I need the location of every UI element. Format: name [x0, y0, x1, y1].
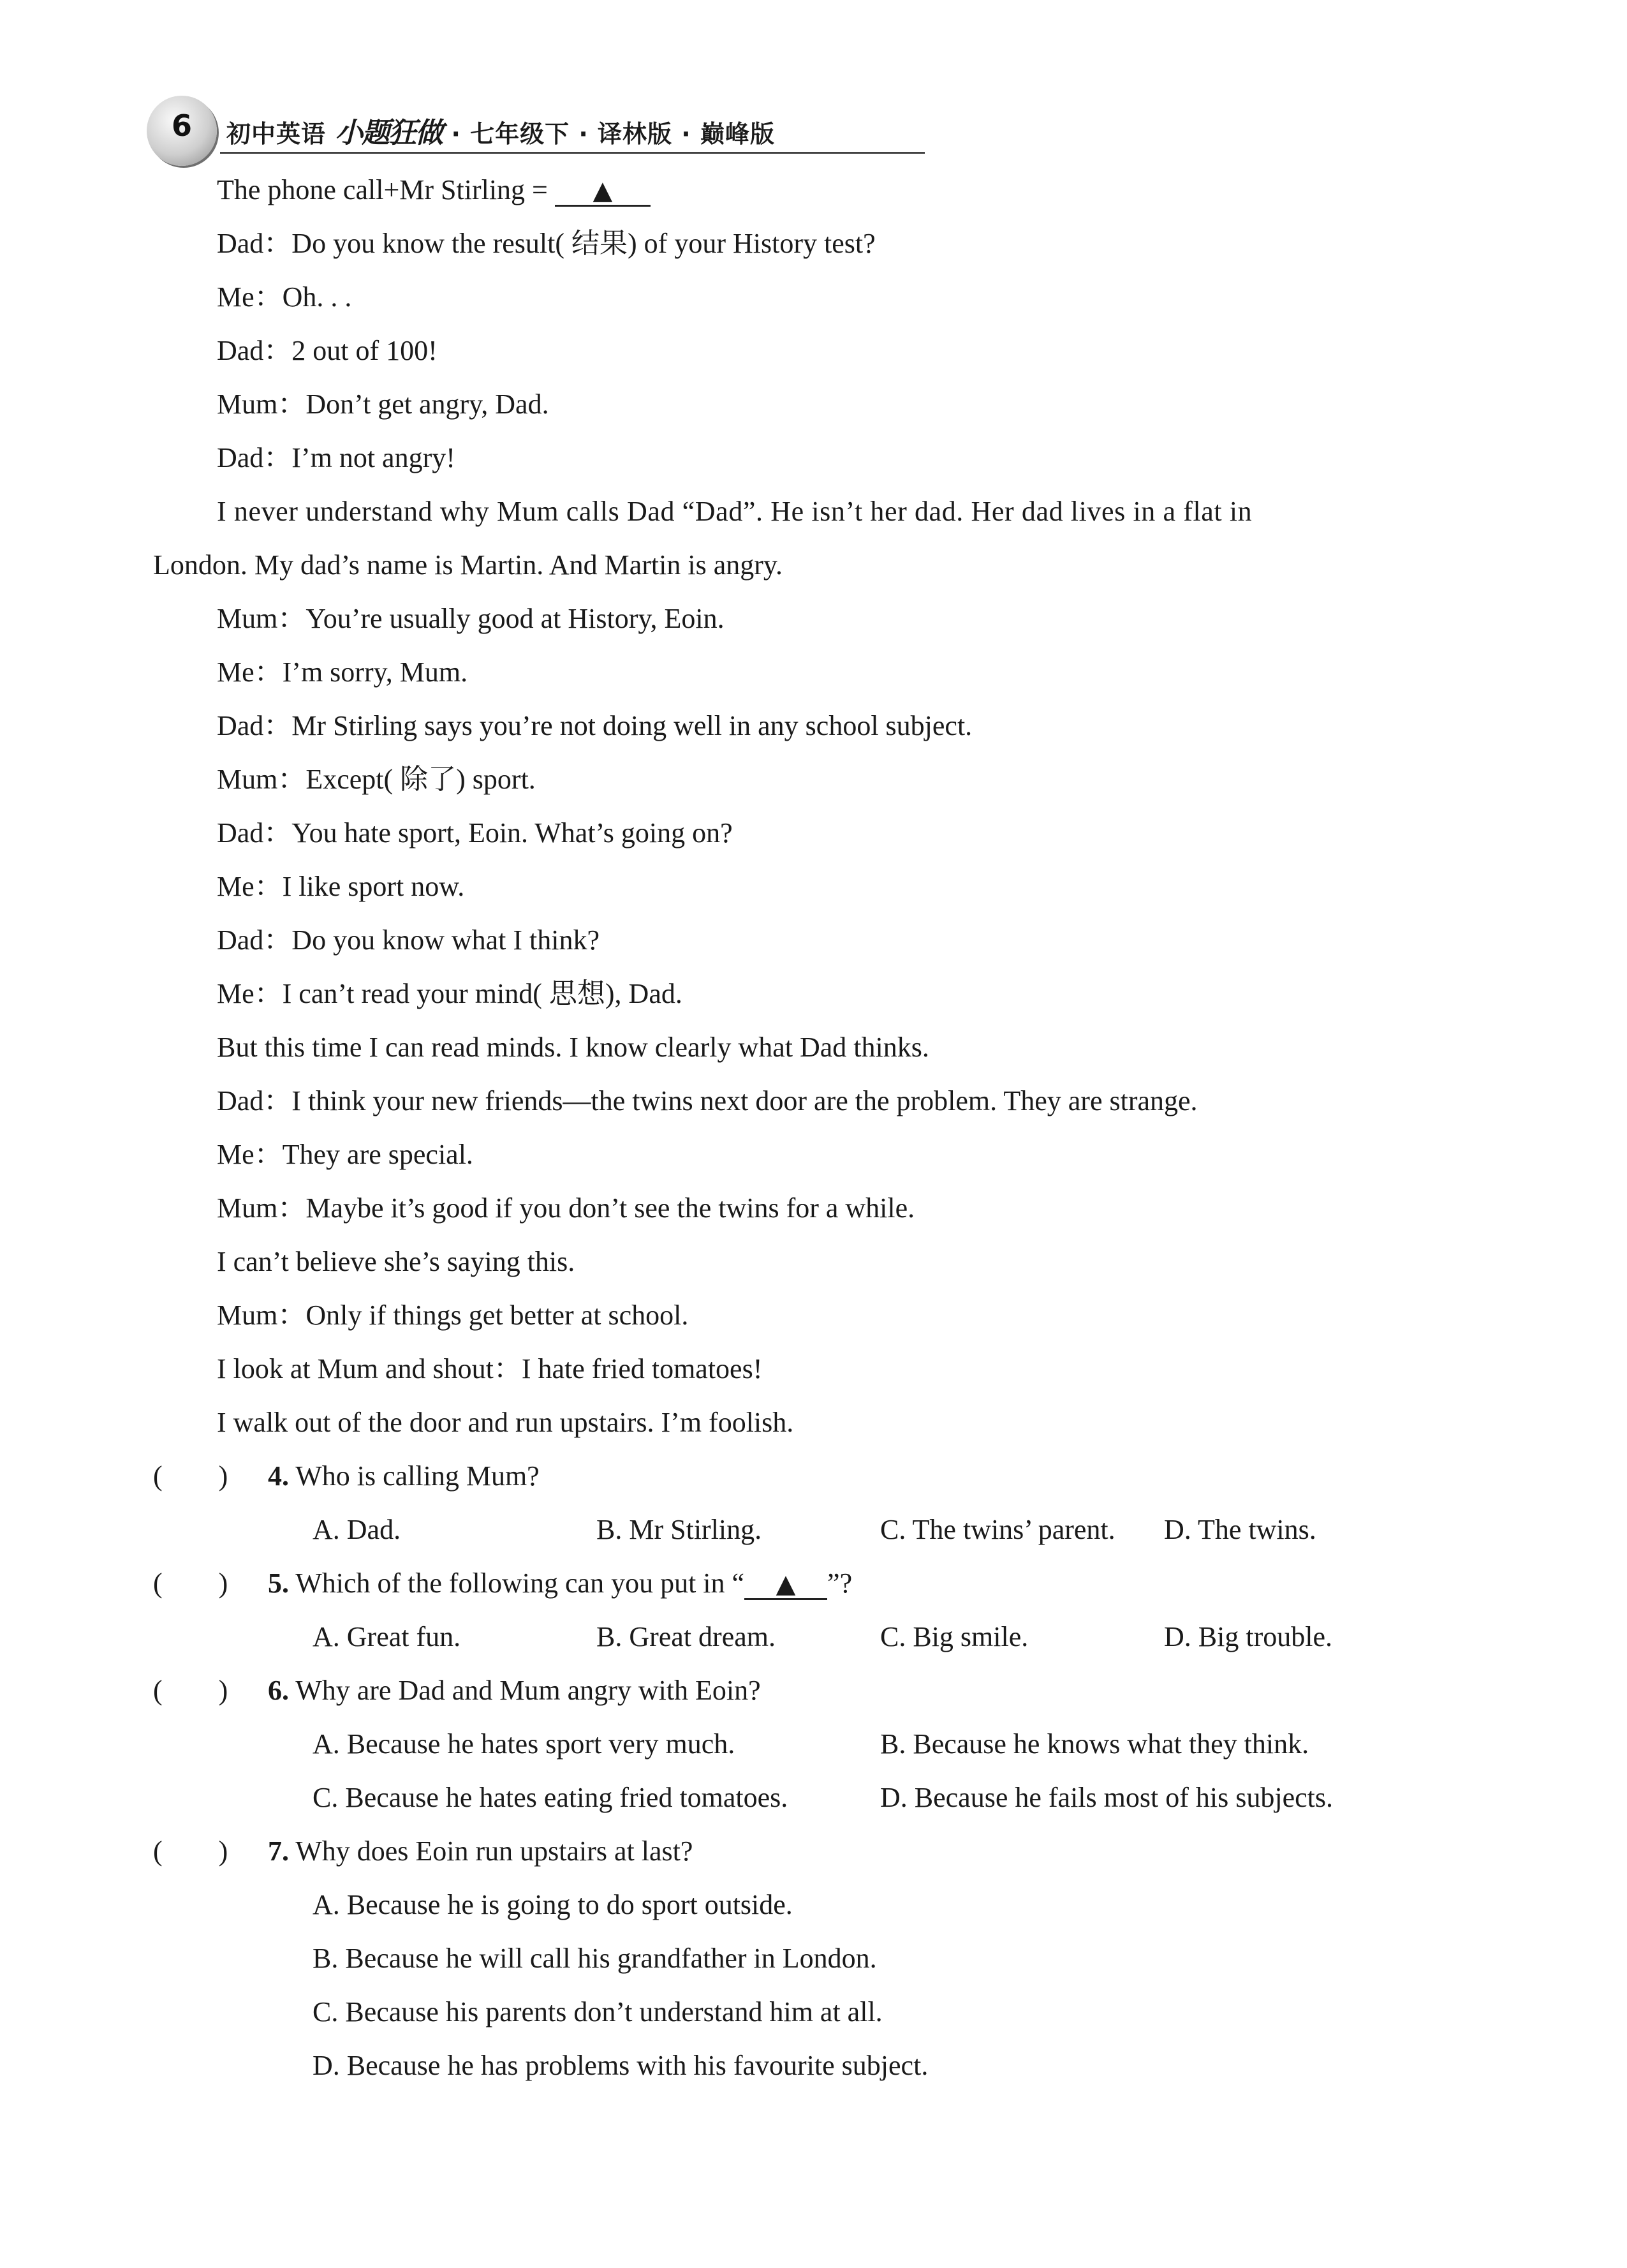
option-b[interactable]: B. Because he knows what they think. [880, 1728, 1309, 1760]
question-6 [268, 1671, 761, 1710]
story-line: I can’t believe she’s saying this. [217, 1246, 575, 1277]
story-line: Mum：You’re usually good at History, Eoin. [217, 603, 725, 634]
story-line: Dad：Do you know what I think? [217, 924, 600, 956]
story-line: Me：They are special. [217, 1139, 473, 1170]
option-c[interactable]: C. Because he hates eating fried tomatoes. [313, 1782, 788, 1813]
story-line: I never understand why Mum calls Dad “Dad”. He isn’t her dad. Her dad lives in a flat in [217, 496, 1253, 527]
page-number-badge [147, 96, 217, 166]
story-line: Mum：Only if things get better at school. [217, 1300, 689, 1331]
answer-bracket[interactable]: ( ) [153, 1835, 228, 1867]
option-a[interactable]: A. Because he is going to do sport outside. [313, 1889, 793, 1920]
story-line: Dad：Do you know the result( 结果) of your History test? [217, 228, 876, 259]
option-d[interactable]: D. Because he has problems with his favourite subject. [313, 2050, 929, 2081]
answer-bracket[interactable]: ( ) [153, 1460, 228, 1492]
question-text: Why are Dad and Mum angry with Eoin? [295, 1675, 761, 1706]
question-number: 7. [268, 1835, 289, 1867]
option-d[interactable]: D. Because he fails most of his subjects. [880, 1782, 1333, 1813]
story-line: Me：I can’t read your mind( 思想), Dad. [217, 978, 682, 1009]
story-line: Me：I like sport now. [217, 871, 465, 902]
header-divider [220, 152, 925, 154]
series-title [226, 110, 775, 151]
option-b[interactable]: B. Because he will call his grandfather in London. [313, 1943, 877, 1974]
story-line: Dad：I think your new friends—the twins next door are the problem. They are strange. [217, 1085, 1198, 1116]
question-number: 5. [268, 1568, 289, 1599]
story-line: Dad：I’m not angry! [217, 442, 455, 473]
question-4 [268, 1457, 540, 1495]
story-line: Dad：You hate sport, Eoin. What’s going on? [217, 817, 733, 849]
question-5: 5. Which of the following can you put in “ ▲ ”? [268, 1568, 853, 1599]
series-brand-logo: 小题狂做 [335, 117, 443, 149]
option-d[interactable]: D. Big trouble. [1164, 1621, 1332, 1652]
option-d[interactable]: D. The twins. [1164, 1514, 1316, 1545]
page-number: 6 [171, 108, 192, 143]
series-suffix: · 七年级下 · 译林版 · 巅峰版 [451, 120, 775, 148]
triangle-icon: ▲ [593, 176, 613, 205]
story-line: Mum：Maybe it’s good if you don’t see the twins for a while. [217, 1192, 915, 1224]
story-line: I look at Mum and shout：I hate fried tomatoes! [217, 1353, 763, 1384]
answer-bracket[interactable]: ( ) [153, 1675, 228, 1706]
question-number: 4. [268, 1460, 289, 1492]
question-text: Why does Eoin run upstairs at last? [295, 1835, 693, 1867]
answer-bracket[interactable]: ( ) [153, 1568, 228, 1599]
question-text: Who is calling Mum? [295, 1460, 540, 1492]
story-line: The phone call+Mr Stirling = ▲ [217, 171, 651, 209]
option-c[interactable]: C. The twins’ parent. [880, 1514, 1115, 1545]
triangle-icon: ▲ [776, 1569, 796, 1599]
story-line: Dad：Mr Stirling says you’re not doing well in any school subject. [217, 710, 973, 741]
option-c[interactable]: C. Because his parents don’t understand him at all. [313, 1996, 883, 2027]
story-line: Mum：Don’t get angry, Dad. [217, 389, 549, 420]
story-line: Me：Oh. . . [217, 281, 352, 313]
story-line: London. My dad’s name is Martin. And Martin is angry. [153, 549, 783, 581]
option-b[interactable]: B. Great dream. [596, 1621, 776, 1652]
option-c[interactable]: C. Big smile. [880, 1621, 1029, 1652]
series-prefix: 初中英语 [226, 120, 327, 148]
story-line: Me：I’m sorry, Mum. [217, 656, 468, 688]
story-line: Mum：Except( 除了) sport. [217, 764, 536, 795]
answer-blank [744, 1569, 827, 1600]
option-a[interactable]: A. Because he hates sport very much. [313, 1728, 735, 1760]
option-a[interactable]: A. Great fun. [313, 1621, 461, 1652]
story-line: Dad：2 out of 100! [217, 335, 438, 366]
option-a[interactable]: A. Dad. [313, 1514, 401, 1545]
question-7 [268, 1832, 693, 1871]
question-text: Which of the following can you put in “ [295, 1568, 745, 1599]
page-header [147, 96, 784, 159]
question-number: 6. [268, 1675, 289, 1706]
story-line: I walk out of the door and run upstairs. I’m foolish. [217, 1407, 794, 1438]
answer-blank [555, 175, 651, 207]
story-line: But this time I can read minds. I know clearly what Dad thinks. [217, 1032, 929, 1063]
option-b[interactable]: B. Mr Stirling. [596, 1514, 762, 1545]
